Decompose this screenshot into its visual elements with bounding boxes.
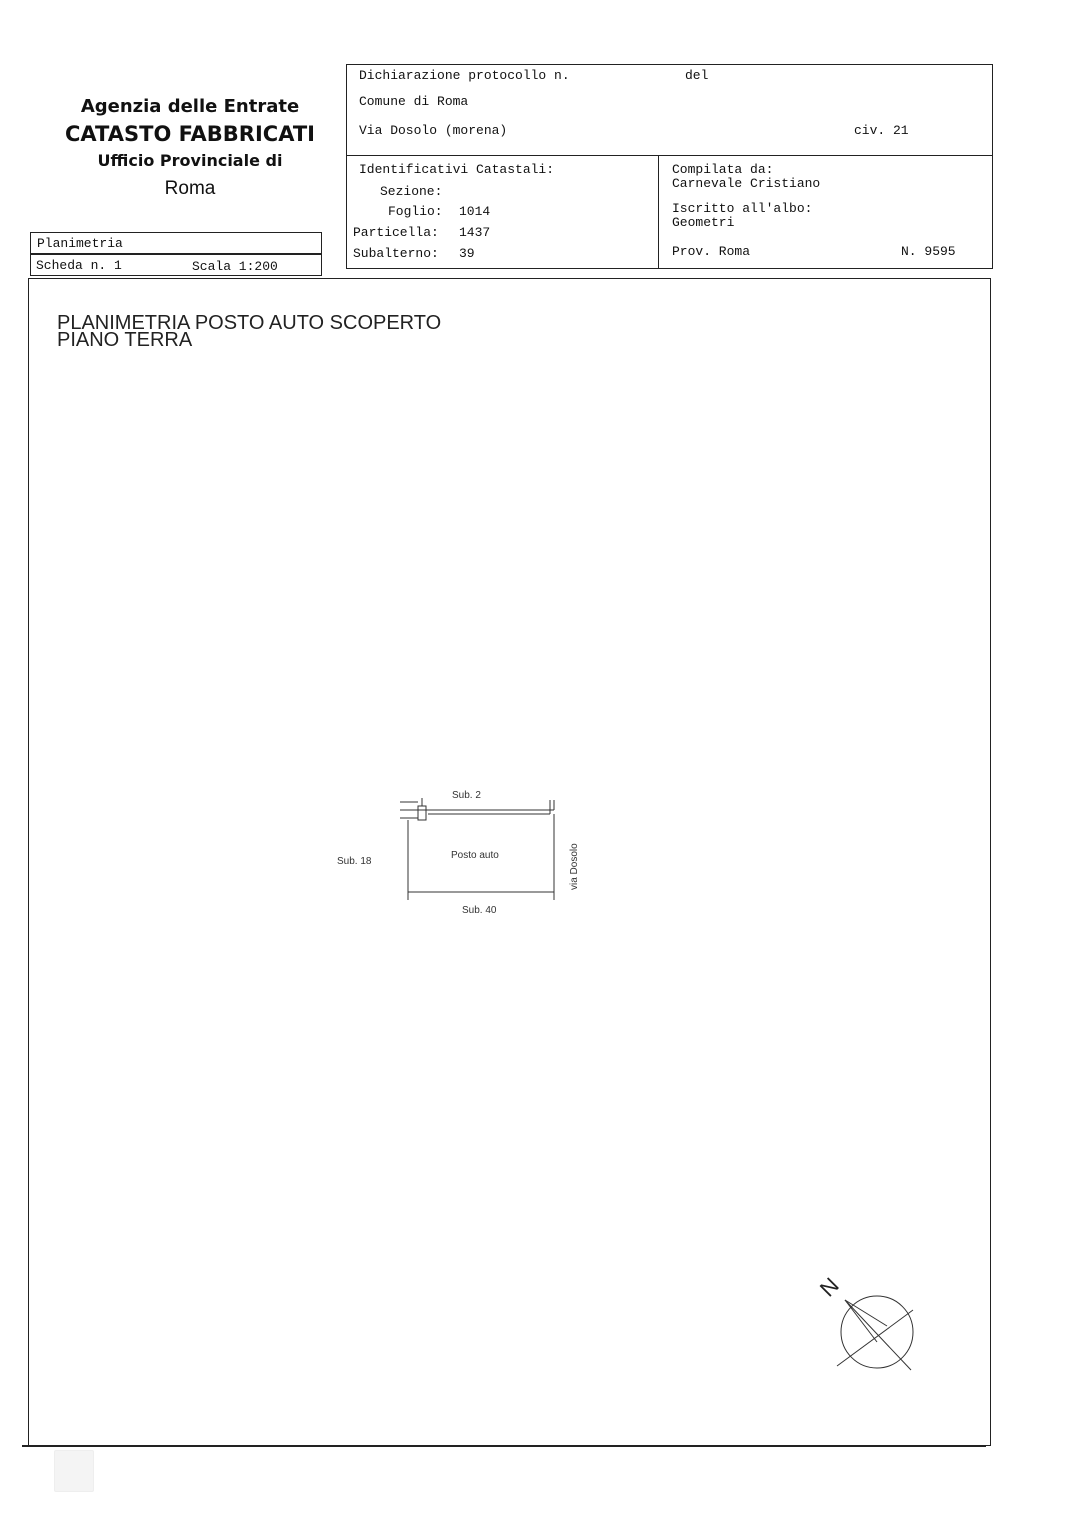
sheet-number: Scheda n. 1	[36, 258, 122, 273]
scale-label: Scala 1:200	[192, 259, 278, 274]
stamp-mark	[54, 1450, 94, 1492]
drawing-title: PLANIMETRIA POSTO AUTO SCOPERTO	[57, 312, 442, 334]
plan-label-box	[30, 232, 322, 254]
agency-name: Agenzia delle Entrate	[80, 96, 300, 117]
comune-label: Comune di Roma	[359, 94, 469, 109]
room-label: Posto auto	[451, 850, 499, 861]
street-label: via Dosolo	[569, 843, 580, 890]
office-city: Roma	[164, 178, 216, 199]
catasto-title: CATASTO FABBRICATI	[65, 122, 315, 146]
register-number: N. 9595	[901, 244, 956, 259]
north-label: N	[815, 1272, 844, 1302]
floor-plan	[380, 780, 600, 930]
sezione-label: Sezione:	[380, 184, 443, 199]
protocol-label: Dichiarazione protocollo n.	[359, 68, 570, 83]
compiler-name: Carnevale Cristiano	[672, 176, 821, 191]
foglio-label: Foglio:	[388, 204, 443, 219]
drawing-subtitle: PIANO TERRA	[57, 329, 193, 351]
date-label: del	[685, 68, 709, 83]
sub-top-label: Sub. 2	[452, 790, 481, 801]
frame-bottom-line	[22, 1445, 986, 1447]
register-label: Iscritto all'albo:	[672, 201, 813, 216]
identifiers-title: Identificativi Catastali:	[359, 162, 555, 177]
sub-left-label: Sub. 18	[337, 856, 372, 867]
subalterno-value: 39	[459, 246, 475, 261]
sheet-box	[30, 254, 322, 276]
foglio-value: 1014	[459, 204, 491, 219]
particella-label: Particella:	[353, 225, 439, 240]
sub-bottom-label: Sub. 40	[462, 905, 497, 916]
compiler-label: Compilata da:	[672, 162, 774, 177]
compiler-box	[658, 155, 993, 269]
address-label: Via Dosolo (morena)	[359, 123, 508, 138]
identifiers-box	[346, 155, 659, 269]
declaration-box	[346, 64, 993, 156]
register-value: Geometri	[672, 215, 735, 230]
office-label: Ufficio Provinciale di	[97, 151, 283, 170]
civic-number: civ. 21	[854, 123, 909, 138]
plan-label: Planimetria	[37, 236, 123, 251]
north-compass-icon	[815, 1270, 935, 1390]
province-label: Prov. Roma	[672, 244, 751, 259]
particella-value: 1437	[459, 225, 491, 240]
subalterno-label: Subalterno:	[353, 246, 439, 261]
